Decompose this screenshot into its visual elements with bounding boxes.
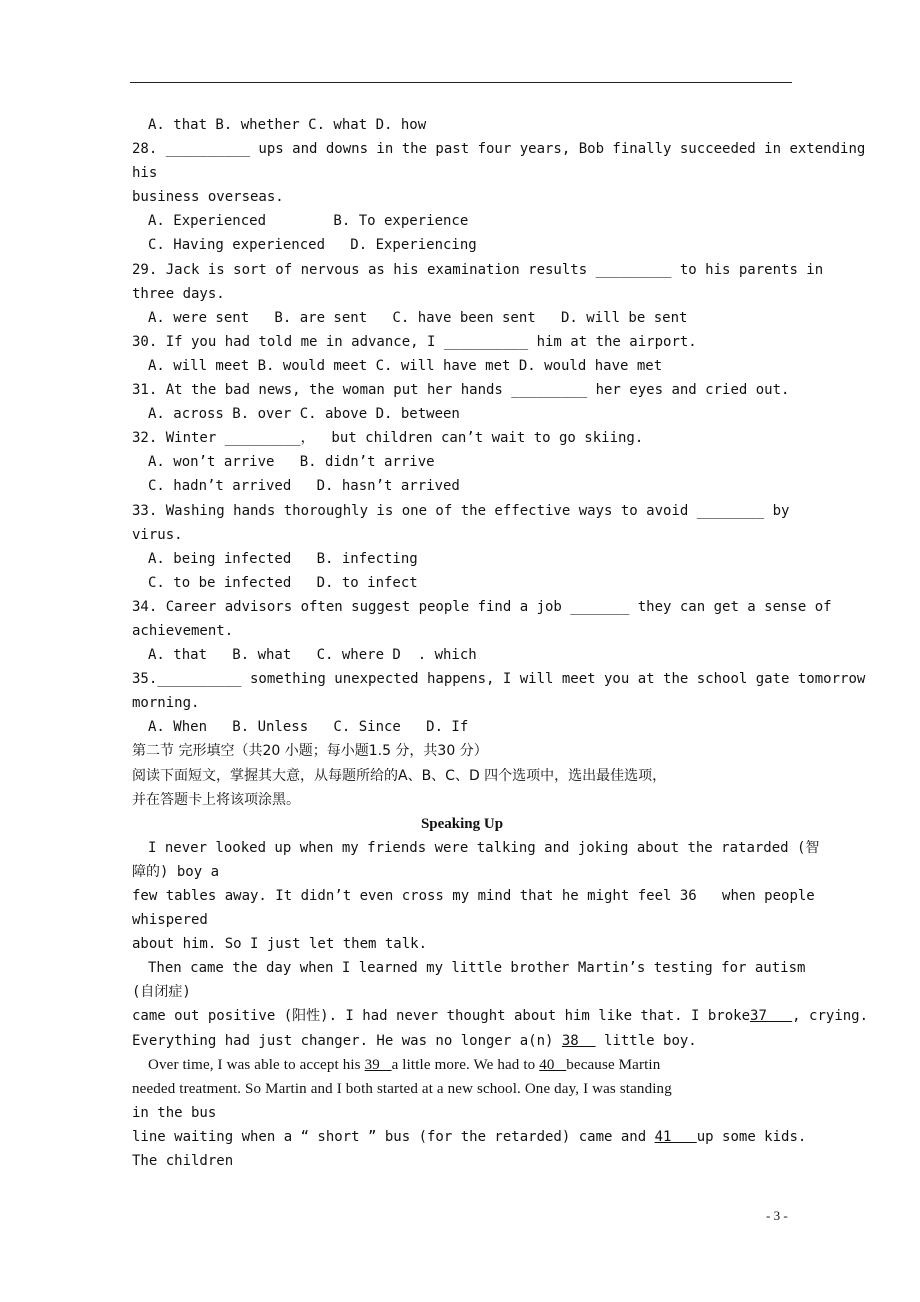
q32-options: A. won’t arrive B. didn’t arrive — [148, 454, 435, 471]
q34-options: A. that B. what C. where D . which — [148, 647, 477, 664]
q29-stem: 29. Jack is sort of nervous as his examination results _________ to his parents in — [132, 261, 824, 278]
passage-text: Over time, I was able to accept his — [148, 1056, 365, 1073]
blank-39: 39 — [364, 1056, 392, 1073]
q32-options: C. hadn’t arrived D. hasn’t arrived — [148, 478, 460, 495]
q28-options: A. Experienced B. To experience — [148, 213, 469, 230]
passage-text: up some kids. — [696, 1128, 807, 1145]
passage-text: Everything had just changer. He was no longer a(n) — [132, 1032, 562, 1049]
passage-line: few tables away. It didn’t even cross my mind that he might feel 36 when people — [132, 888, 815, 904]
passage-line: needed treatment. So Martin and I both started at a new school. One day, I was standing — [132, 1080, 672, 1097]
q33-stem-cont: virus. — [132, 526, 183, 543]
passage-text: because Martin — [566, 1056, 661, 1073]
q29-options: A. were sent B. are sent C. have been sent D. will be sent — [148, 309, 688, 326]
passage-line: Then came the day when I learned my little brother Martin’s testing for autism — [148, 960, 806, 977]
passage-line: (自闭症) — [132, 984, 191, 1001]
q30-options: A. will meet B. would meet C. will have met D. would have met — [148, 357, 663, 374]
passage-title: Speaking Up — [420, 815, 504, 832]
passage-line — [132, 1029, 852, 1053]
q34-stem-cont: achievement. — [132, 622, 234, 639]
q33-options: A. being infected B. infecting — [148, 550, 418, 567]
passage-line: about him. So I just let them talk. — [132, 936, 428, 953]
passage-line: whispered — [132, 912, 208, 929]
section-instructions: 阅读下面短文，掌握其大意，从每题所给的A、B、C、D 四个选项中，选出最佳选项， — [132, 767, 667, 784]
blank-38: 38 — [561, 1032, 596, 1049]
q31-options: A. across B. over C. above D. between — [148, 406, 460, 423]
q35-options: A. When B. Unless C. Since D. If — [148, 719, 469, 736]
passage-line — [132, 1125, 852, 1149]
passage-line: The children — [132, 1153, 234, 1170]
blank-40: 40 — [539, 1056, 567, 1073]
blank-41: 41 — [654, 1128, 697, 1145]
q32-stem: 32. Winter _________， but children can’t wait to go skiing. — [132, 430, 644, 447]
q31-stem: 31. At the bad news, the woman put her hands _________ her eyes and cried out. — [132, 382, 790, 399]
passage-text: came out positive (阳性). I had never thought about him like that. I broke — [132, 1008, 751, 1025]
blank-37: 37 — [750, 1008, 793, 1025]
q35-stem-cont: morning. — [132, 695, 200, 712]
q28-stem-cont: business overseas. — [132, 189, 284, 206]
passage-line: in the bus — [132, 1104, 217, 1121]
q33-options: C. to be infected D. to infect — [148, 574, 418, 591]
passage-text: , crying. — [792, 1008, 869, 1025]
q29-stem-cont: three days. — [132, 285, 225, 302]
q27-options: A. that B. whether C. what D. how — [148, 117, 427, 133]
q35-stem: 35.__________ something unexpected happens, I will meet you at the school gate tomorrow — [132, 671, 866, 688]
header-rule — [130, 82, 792, 83]
passage-line — [132, 1053, 852, 1077]
passage-line — [132, 1004, 869, 1028]
section-heading: 第二节 完形填空（共20 小题；每小题1.5 分，共30 分） — [132, 743, 488, 760]
passage-line: I never looked up when my friends were talking and joking about the ratarded (智 — [148, 839, 820, 856]
passage-text: a little more. We had to — [391, 1056, 540, 1073]
section-instructions-cont: 并在答题卡上将该项涂黑。 — [132, 791, 300, 808]
q28-stem-cont: his — [132, 165, 158, 182]
page-content — [132, 113, 869, 1173]
page-number: - 3 - — [766, 1208, 788, 1223]
passage-text: little boy. — [595, 1032, 697, 1049]
q33-stem: 33. Washing hands thoroughly is one of the effective ways to avoid ________ by — [132, 502, 790, 519]
q28-options: C. Having experienced D. Experiencing — [148, 237, 477, 254]
q34-stem: 34. Career advisors often suggest people find a job _______ they can get a sense of — [132, 598, 832, 615]
passage-line: 障的) boy a — [132, 863, 220, 880]
q30-stem: 30. If you had told me in advance, I __________ him at the airport. — [132, 333, 697, 350]
q28-stem: 28. __________ ups and downs in the past four years, Bob finally succeeded in extending — [132, 141, 866, 158]
passage-text: line waiting when a “ short ” bus (for the retarded) came and — [132, 1128, 655, 1145]
